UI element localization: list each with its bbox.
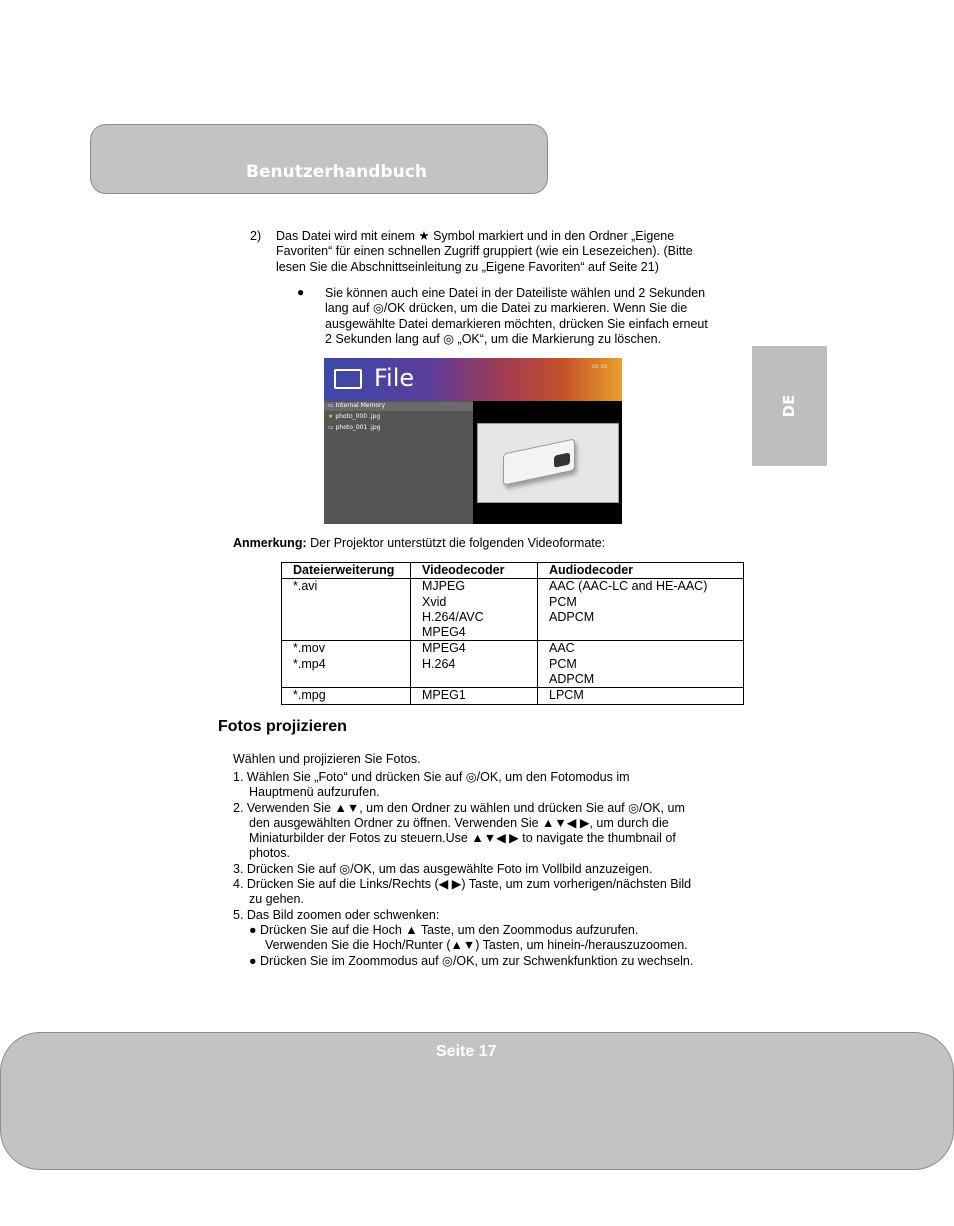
cell-line: AAC xyxy=(549,641,575,656)
cell-line: MPEG1 xyxy=(422,688,466,703)
cell-line: MPEG4 xyxy=(422,625,466,640)
item2-line: Favoriten“ für einen schnellen Zugriff gruppiert (wie ein Lesezeichen). (Bitte xyxy=(276,244,693,259)
bullet1-line: 2 Sekunden lang auf ◎ „OK“, um die Markierung zu löschen. xyxy=(325,331,662,346)
table-cell-audio xyxy=(538,641,744,688)
cell-line: *.mov xyxy=(293,641,325,656)
note xyxy=(233,536,605,551)
bullet1-line: Sie können auch eine Datei in der Dateiliste wählen und 2 Sekunden xyxy=(325,286,706,300)
step-line: ● Drücken Sie im Zoommodus auf ◎/OK, um zur Schwenkfunktion zu wechseln. xyxy=(249,953,694,968)
step-line: den ausgewählten Ordner zu öffnen. Verwenden Sie ▲▼◀ ▶, um durch die xyxy=(249,815,669,830)
section-intro: Wählen und projizieren Sie Fotos. xyxy=(233,752,421,766)
file-list-row-label: Internal Memory xyxy=(335,402,386,409)
step-line: 5. Das Bild zoomen oder schwenken: xyxy=(233,907,440,922)
table-row xyxy=(282,688,744,704)
header-banner xyxy=(90,124,548,194)
projector-image xyxy=(503,438,575,485)
step-line: zu gehen. xyxy=(249,892,304,907)
table-header-cell: Dateierweiterung xyxy=(282,563,411,579)
step-line: 2. Verwenden Sie ▲▼, um den Ordner zu wählen und drücken Sie auf ◎/OK, um xyxy=(233,800,685,815)
star-icon: ★ xyxy=(328,413,334,420)
file-list-row xyxy=(328,413,380,420)
item2-text xyxy=(276,229,693,275)
step-line: 3. Drücken Sie auf ◎/OK, um das ausgewählte Foto im Vollbild anzuzeigen. xyxy=(233,861,653,876)
note-label: Anmerkung: xyxy=(233,536,307,550)
step-line: Miniaturbilder der Fotos zu steuern.Use ▲▼◀ ▶ to navigate the thumbnail of xyxy=(249,831,676,846)
cell-line: H.264/AVC xyxy=(422,609,484,624)
cell-line: Xvid xyxy=(422,594,447,609)
step-line: 1. Wählen Sie „Foto“ und drücken Sie auf ◎/OK, um den Fotomodus im xyxy=(233,770,630,784)
file-list-row-label: photo_000 .jpg xyxy=(335,413,381,420)
cell-line: H.264 xyxy=(422,656,456,671)
folder-icon: ▭ xyxy=(328,402,334,409)
file-list-row xyxy=(328,424,380,431)
cell-line: ADPCM xyxy=(549,672,595,687)
file-list-row xyxy=(328,402,385,409)
language-tab-label: DE xyxy=(780,394,798,418)
table-cell-extension xyxy=(282,641,411,688)
table-header-row xyxy=(282,563,744,579)
cell-line: *.mpg xyxy=(293,688,326,703)
step-line: ● Drücken Sie auf die Hoch ▲ Taste, um den Zoommodus aufzurufen. xyxy=(249,922,639,937)
header-title: Benutzerhandbuch xyxy=(246,162,427,182)
file-browser-screenshot xyxy=(324,358,622,524)
bullet1-line: ausgewählte Datei demarkieren möchten, drücken Sie einfach erneut xyxy=(325,316,708,331)
table-cell-audio xyxy=(538,579,744,641)
step-line: photos. xyxy=(249,846,291,861)
cell-line: PCM xyxy=(549,656,577,671)
table-cell-video xyxy=(411,579,538,641)
step-line: 4. Drücken Sie auf die Links/Rechts (◀ ▶) Taste, um zum vorherigen/nächsten Bild xyxy=(233,877,692,892)
file-list-row-label: photo_001 .jpg xyxy=(335,424,381,431)
table-cell-video xyxy=(411,688,538,704)
cell-line: *.mp4 xyxy=(293,656,326,671)
image-file-icon: ▭ xyxy=(328,424,334,431)
cell-line: PCM xyxy=(549,594,577,609)
step-line: Verwenden Sie die Hoch/Runter (▲▼) Tasten, um hinein-/herauszuzoomen. xyxy=(265,938,688,953)
table-cell-video xyxy=(411,641,538,688)
table-cell-extension xyxy=(282,579,411,641)
item2-line: Das Datei wird mit einem ★ Symbol markiert und in den Ordner „Eigene xyxy=(276,229,675,243)
step-line: Hauptmenü aufzurufen. xyxy=(249,785,380,800)
folder-icon xyxy=(334,369,362,389)
item2-line: lesen Sie die Abschnittseinleitung zu „Eigene Favoriten“ auf Seite 21) xyxy=(276,259,659,274)
video-format-table xyxy=(281,562,744,705)
bullet1-text xyxy=(325,286,708,347)
table-cell-extension xyxy=(282,688,411,704)
steps-list xyxy=(233,770,693,969)
table-row xyxy=(282,641,744,688)
bullet1-line: lang auf ◎/OK drücken, um die Datei zu markieren. Wenn Sie die xyxy=(325,301,688,316)
cell-line: ADPCM xyxy=(549,609,595,624)
bullet-dot: ● xyxy=(297,285,305,299)
cell-line: AAC (AAC-LC and HE-AAC) xyxy=(549,579,708,594)
item-number: 2) xyxy=(250,229,262,243)
footer-banner xyxy=(0,1032,954,1170)
page-number: Seite 17 xyxy=(436,1043,497,1060)
file-list xyxy=(324,401,473,524)
language-tab xyxy=(752,346,827,466)
cell-line: MPEG4 xyxy=(422,641,466,656)
table-header-cell: Audiodecoder xyxy=(538,563,744,579)
cell-line: MJPEG xyxy=(422,579,466,594)
cell-line: *.avi xyxy=(293,579,318,594)
cell-line: LPCM xyxy=(549,688,584,703)
section-title: Fotos projizieren xyxy=(218,718,347,735)
image-preview xyxy=(477,423,619,503)
screenshot-title-bar xyxy=(324,358,622,401)
table-header-cell: Videodecoder xyxy=(411,563,538,579)
note-text: Der Projektor unterstützt die folgenden Videoformate: xyxy=(306,536,606,550)
projector-lens xyxy=(554,452,570,467)
table-cell-audio xyxy=(538,688,744,704)
screenshot-title: File xyxy=(374,364,415,392)
table-row xyxy=(282,579,744,641)
status-icons: ▭ ▭ xyxy=(592,363,608,370)
